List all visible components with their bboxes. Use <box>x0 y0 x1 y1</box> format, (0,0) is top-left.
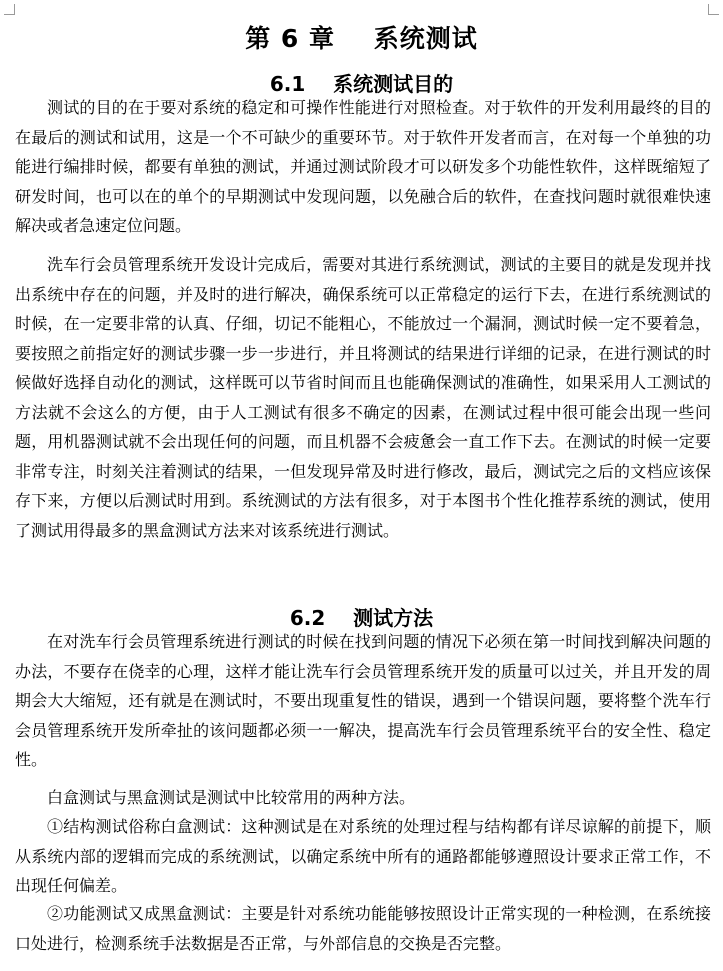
paragraph: 洗车行会员管理系统开发设计完成后，需要对其进行系统测试，测试的主要目的就是发现并找出系统中存在的问题，并及时的进行解决，确保系统可以正常稳定的运行下去，在进行系统测试的时候，在一定要非常的认真、仔细，切记不能粗心，不能放过一个漏洞，测试时候一定不要着急，要按照之前指定好的测试步骤一步一步进行，并且将测试的结果进行详细的记录，在进行测试的时候做好选择自动化的测试，这样既可以节省时间而且也能确保测试的准确性，如果采用人工测试的方法就不会这么的方便，由于人工测试有很多不确定的因素，在测试过程中很可能会出现一些问题，用机器测试就不会出现任何的问题，而且机器不会疲惫会一直工作下去。在测试的时候一定要非常专注，时刻关注着测试的结果，一但发现异常及时进行修改，最后，测试完之后的文档应该保存下来，方便以后测试时用到。系统测试的方法有很多，对于本图书个性化推荐系统的测试，使用了测试用得最多的黑盒测试方法来对该系统进行测试。 <box>15 255 711 540</box>
paragraph: 白盒测试与黑盒测试是测试中比较常用的两种方法。 <box>47 788 416 807</box>
section-heading-6-2: 6.2 测试方法 <box>289 605 434 630</box>
chapter-title: 第 6 章 系统测试 <box>245 23 478 53</box>
list-item-white-box: ①结构测试俗称白盒测试：这种测试是在对系统的处理过程与结构都有详尽谅解的前提下，顺从系统内部的逻辑而完成的系统测试，以确定系统中所有的通路都能够遵照设计要求正常工作，不出现任何偏差。 <box>15 817 711 895</box>
paragraph: 在对洗车行会员管理系统进行测试的时候在找到问题的情况下必须在第一时间找到解决问题的办法，不要存在侥幸的心理，这样才能让洗车行会员管理系统开发的质量可以过关，并且开发的周期会大大缩短，还有就是在测试时，不要出现重复性的错误，遇到一个错误问题，要将整个洗车行会员管理系统开发所牵扯的该问题都必须一一解决，提高洗车行会员管理系统平台的安全性、稳定性。 <box>15 632 711 769</box>
crop-mark-top-right <box>708 4 719 15</box>
section-heading-6-1: 6.1 系统测试目的 <box>269 71 454 96</box>
list-item-black-box: ②功能测试又成黑盒测试：主要是针对系统功能能够按照设计正常实现的一种检测，在系统接口处进行，检测系统手法数据是否正常，与外部信息的交换是否完整。 <box>15 904 711 953</box>
paragraph: 测试的目的在于要对系统的稳定和可操作性能进行对照检查。对于软件的开发利用最终的目的在最后的测试和试用，这是一个不可缺少的重要环节。对于软件开发者而言，在对每一个单独的功能进行编排时候，都要有单独的测试，并通过测试阶段才可以研发多个功能性软件，这样既缩短了研发时间，也可以在的单个的早期测试中发现问题，以免融合后的软件，在查找问题时就很难快速解决或者急速定位问题。 <box>15 98 711 235</box>
crop-mark-top-left <box>4 4 15 15</box>
